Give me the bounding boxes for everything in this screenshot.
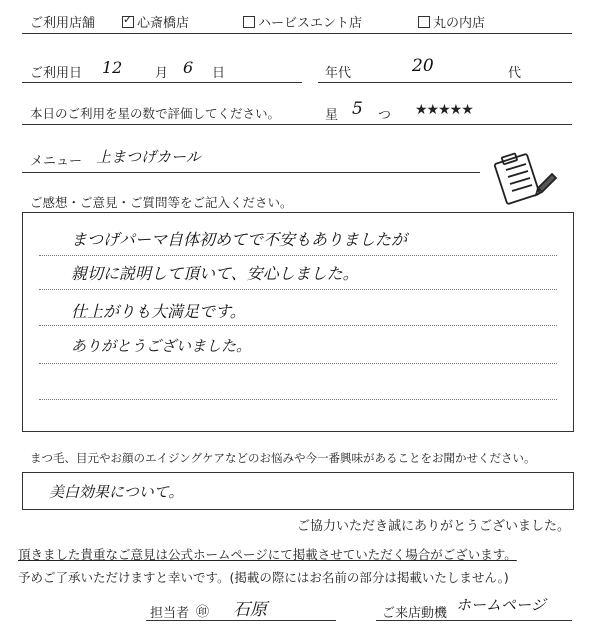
date-underline [22,82,302,83]
menu-value: 上まつげカール [96,148,201,166]
store-option-label: ハービスエント店 [258,16,363,31]
menu-underline [22,172,480,173]
month-unit: 月 [155,66,169,81]
rating-underline [22,124,572,125]
interests-prompt: まつ毛、目元やお顔のエイジングケアなどのお悩みや今一番興味があることをお聞かせください。 [30,451,536,465]
month-value: 12 [102,58,123,77]
motive-label: ご来店動機 [382,606,448,621]
consent-notice: 予めご了承いただけますと幸いです。(掲載の際にはお名前の部分は掲載いたしません。) [18,570,509,585]
day-value: 6 [183,58,194,77]
menu-label: メニュー [30,154,83,169]
store-option-marunouchi[interactable] [418,12,485,31]
clipboard-pencil-icon [490,150,560,210]
store-option-herbis[interactable] [243,12,362,31]
motive-underline [376,620,572,621]
motive-value: ホームページ [456,596,546,614]
age-unit: 代 [508,66,522,81]
checkbox-checked[interactable] [122,16,134,28]
staff-underline [146,620,336,621]
thanks-text: ご協力いただき誠にありがとうございました。 [296,519,570,534]
staff-name: 石原 [233,600,267,620]
comments-box[interactable] [22,212,574,432]
store-option-shinsaibashi[interactable] [122,12,189,31]
divider [22,33,572,34]
interests-value: 美白効果について。 [49,483,184,501]
age-value: 20 [412,56,434,76]
rating-prompt: 本日のご利用を星の数で評価してください。 [30,106,281,121]
comment-rule [39,399,557,400]
staff-label: 担当者 [150,606,190,621]
rating-stars: ★★★★★ [415,102,473,118]
checkbox[interactable] [243,16,255,28]
comment-rule [39,289,557,290]
comment-rule [39,325,557,326]
store-label: ご利用店舗 [30,16,96,31]
store-option-label: 心斎橋店 [137,16,190,31]
rating-label: 星 [325,108,339,123]
age-label: 年代 [325,66,352,81]
comments-prompt: ご感想・ご意見・ご質問等をご記入ください。 [30,195,293,210]
comment-rule [39,255,557,256]
checkbox[interactable] [418,16,430,28]
comment-line-3: 仕上がりも大満足です。 [71,302,246,321]
comment-rule [39,363,557,364]
comment-line-2: 親切に説明して頂いて、安心しました。 [71,264,359,283]
comment-line-4: ありがとうございました。 [71,337,252,355]
day-unit: 日 [212,66,226,81]
comment-line-1: まつげパーマ自体初めてで不安もありましたが [71,230,408,249]
date-label: ご利用日 [30,66,83,81]
age-underline [318,82,572,83]
rating-value: 5 [352,99,363,119]
publication-notice: 頂きました貴重なご意見は公式ホームページにて掲載させていただく場合がございます。 [18,547,517,562]
rating-unit: つ [378,108,392,123]
store-option-label: 丸の内店 [433,16,486,31]
interests-box[interactable] [22,472,574,510]
seal-icon: ㊞ [196,605,210,620]
